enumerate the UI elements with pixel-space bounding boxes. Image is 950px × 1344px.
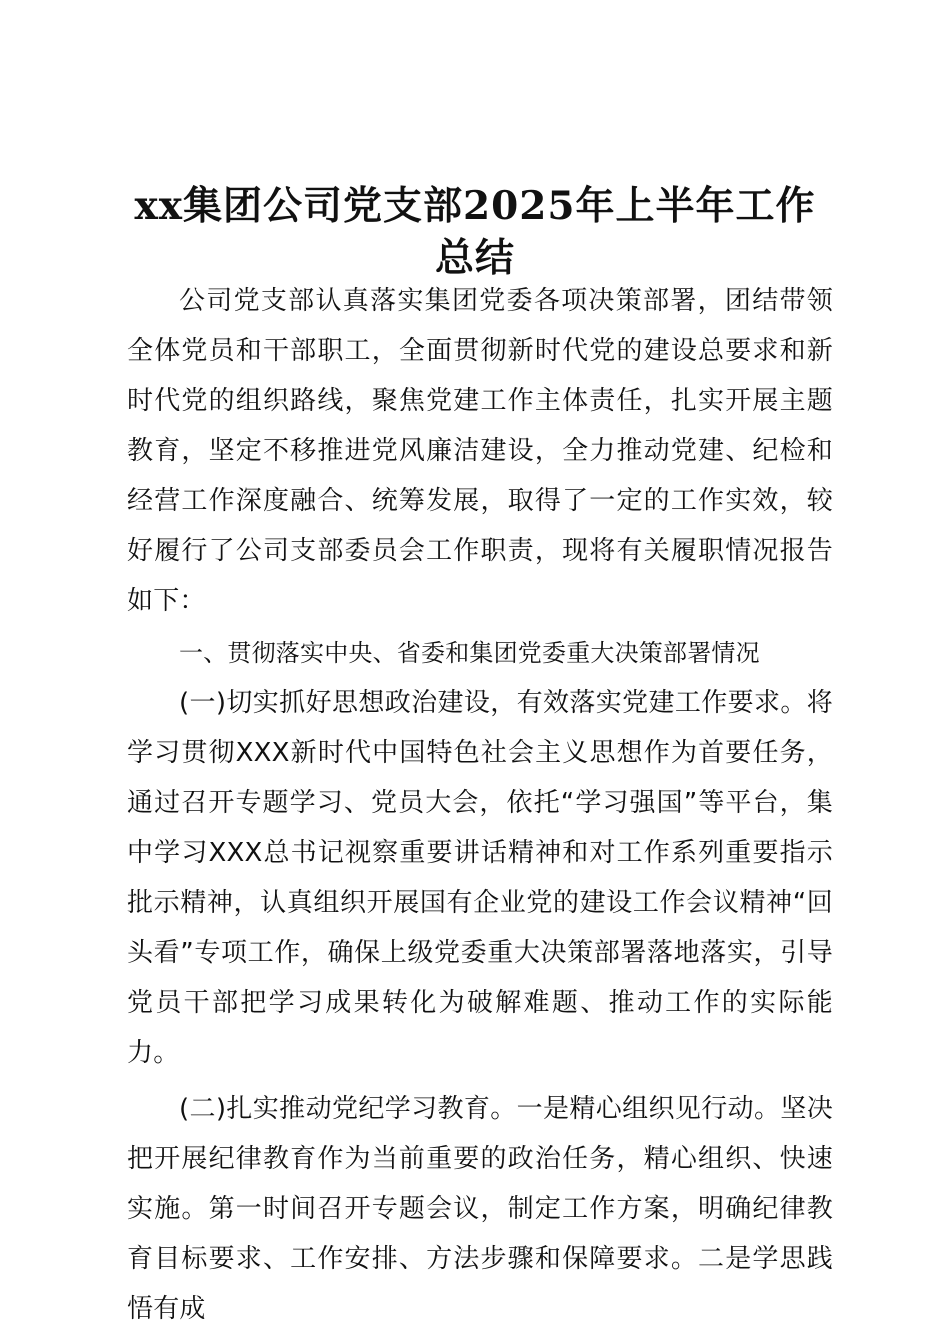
paragraph-item-1: (一)切实抓好思想政治建设，有效落实党建工作要求。将学习贯彻XXX新时代中国特色社会主义思想作为首要任务，通过召开专题学习、党员大会，依托“学习强国”等平台，集中学习XXX总书记视察重要讲话精神和对工作系列重要指示批示精神，认真组织开展国有企业党的建设工作会议精神“回头看”专项工作，确保上级党委重大决策部署落地落实，引导党员干部把学习成果转化为破解难题、推动工作的实际能力。 <box>127 688 833 1068</box>
document-body <box>127 276 833 1334</box>
title-line-2: 总结 <box>434 235 515 281</box>
title-line-1: xx集团公司党支部2025年上半年工作 <box>134 183 816 229</box>
paragraph-item-2: (二)扎实推动党纪学习教育。一是精心组织见行动。坚决把开展纪律教育作为当前重要的政治任务，精心组织、快速实施。第一时间召开专题会议，制定工作方案，明确纪律教育目标要求、工作安排、方法步骤和保障要求。二是学思践悟有成 <box>127 1094 833 1324</box>
document-title <box>100 180 850 284</box>
section-heading: 一、贯彻落实中央、省委和集团党委重大决策部署情况 <box>179 639 760 667</box>
intro-paragraph: 公司党支部认真落实集团党委各项决策部署，团结带领全体党员和干部职工，全面贯彻新时代党的建设总要求和新时代党的组织路线，聚焦党建工作主体责任，扎实开展主题教育，坚定不移推进党风廉洁建设，全力推动党建、纪检和经营工作深度融合、统筹发展，取得了一定的工作实效，较好履行了公司支部委员会工作职责，现将有关履职情况报告如下： <box>127 286 833 616</box>
